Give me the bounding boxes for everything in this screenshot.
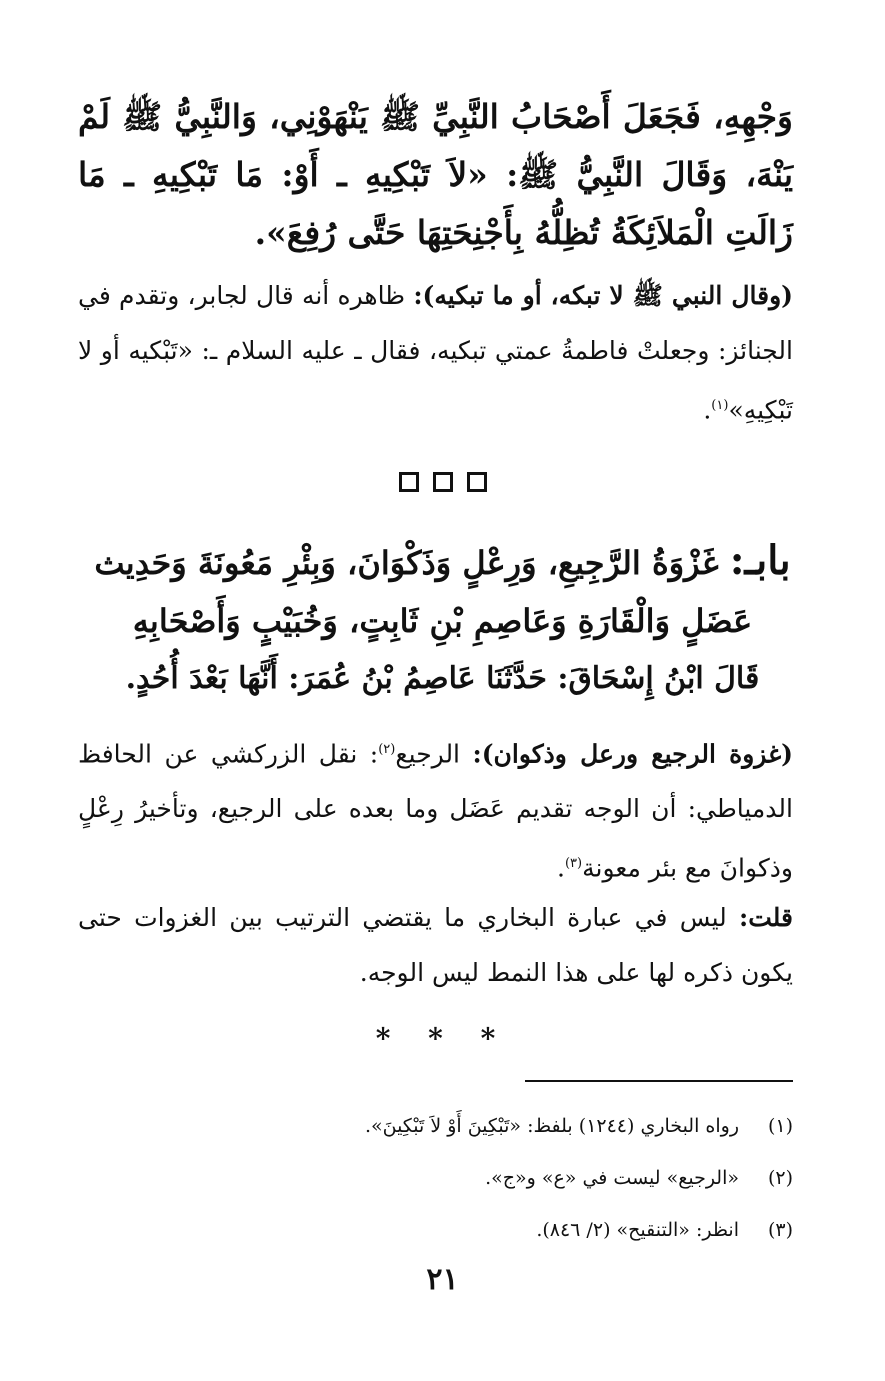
footnote-item	[78, 1100, 793, 1152]
footnotes	[78, 1100, 793, 1256]
commentary-lead: قلت:	[738, 903, 793, 932]
footnote-number: (١)	[767, 1115, 793, 1137]
separator-box-icon	[467, 472, 487, 492]
chapter-label: بابـ:	[729, 537, 791, 584]
footnote-divider	[525, 1080, 793, 1082]
footnote-ref: (٢)	[378, 742, 396, 757]
chapter-title: غَزْوَةُ الرَّجِيعِ، وَرِعْلٍ وَذَكْوَانَ، وَبِئْرِ مَعُونَةَ وَحَدِيث عَضَلٍ وَالْقَارَةِ وَعَاصِمِ بْنِ ثَابِتٍ، وَخُبَيْبٍ وَأَصْحَابِهِ	[94, 544, 753, 640]
section-stars: * * *	[375, 1022, 510, 1055]
commentary-text: ليس في عبارة البخاري ما يقتضي الترتيب بين الغزوات حتى يكون ذكره لها على هذا النمط ليس الوجه.	[78, 903, 793, 987]
sentence-end: .	[703, 395, 712, 425]
section-separator-boxes	[0, 472, 885, 492]
separator-box-icon	[433, 472, 453, 492]
chapter-heading	[60, 532, 825, 650]
chapter-isnad: قَالَ ابْنُ إِسْحَاقَ: حَدَّثَنَا عَاصِمُ بْنُ عُمَرَ: أَنَّهَا بَعْدَ أُحُدٍ.	[125, 661, 760, 696]
commentary-text: : نقل الزركشي عن الحافظ الدمياطي: أن الوجه تقديم عَضَل وما بعده على الرجيع، وتأخيرُ رِعْلٍ وذكوانَ مع بئر معونة	[78, 739, 793, 883]
footnote-ref: (٣)	[564, 856, 583, 872]
separator-box-icon	[399, 472, 419, 492]
commentary-lead: (وقال النبي ﷺ لا تبكه، أو ما تبكيه):	[413, 281, 793, 310]
footnote-text: رواه البخاري (١٢٤٤) بلفظ: «تَبْكِينَ أَوْ لاَ تَبْكِينَ».	[364, 1115, 739, 1137]
commentary-paragraph-2	[78, 722, 793, 896]
commentary-text: الرجيع	[395, 739, 473, 769]
footnote-number: (٣)	[767, 1219, 793, 1241]
commentary-text: ظاهره أنه قال لجابر، وتقدم في الجنائز: وجعلتْ فاطمةُ عمتي تبكيه، فقال ـ عليه السلام ـ: «تَبْكيه أو لا تَبْكِيهِ»	[78, 281, 793, 425]
commentary-paragraph-3	[78, 890, 793, 1000]
footnote-ref: (١)	[711, 398, 729, 413]
footnote-item	[78, 1204, 793, 1256]
footnote-text: انظر: «التنقيح» (٢/ ٨٤٦).	[536, 1219, 739, 1241]
hadith-text: وَجْهِهِ، فَجَعَلَ أَصْحَابُ النَّبِيِّ ﷺ يَنْهَوْنِي، وَالنَّبِيُّ ﷺ لَمْ يَنْهَ، وَقَالَ النَّبِيُّ ﷺ: «لاَ تَبْكِيهِ ـ أَوْ: مَا تَبْكِيهِ ـ مَا زَالَتِ الْمَلاَئِكَةُ تُظِلُّهُ بِأَجْنِحَتِهَا حَتَّى رُفِعَ».	[78, 97, 793, 252]
commentary-lead: (غزوة الرجيع ورعل وذكوان):	[472, 739, 794, 769]
footnote-text: «الرجيع» ليست في «ع» و«ج».	[485, 1167, 739, 1189]
footnote-item	[78, 1152, 793, 1204]
page-number: ٢١	[426, 1262, 459, 1297]
sentence-end: .	[557, 853, 565, 883]
commentary-paragraph-1	[78, 268, 793, 437]
footnote-number: (٢)	[767, 1167, 793, 1189]
